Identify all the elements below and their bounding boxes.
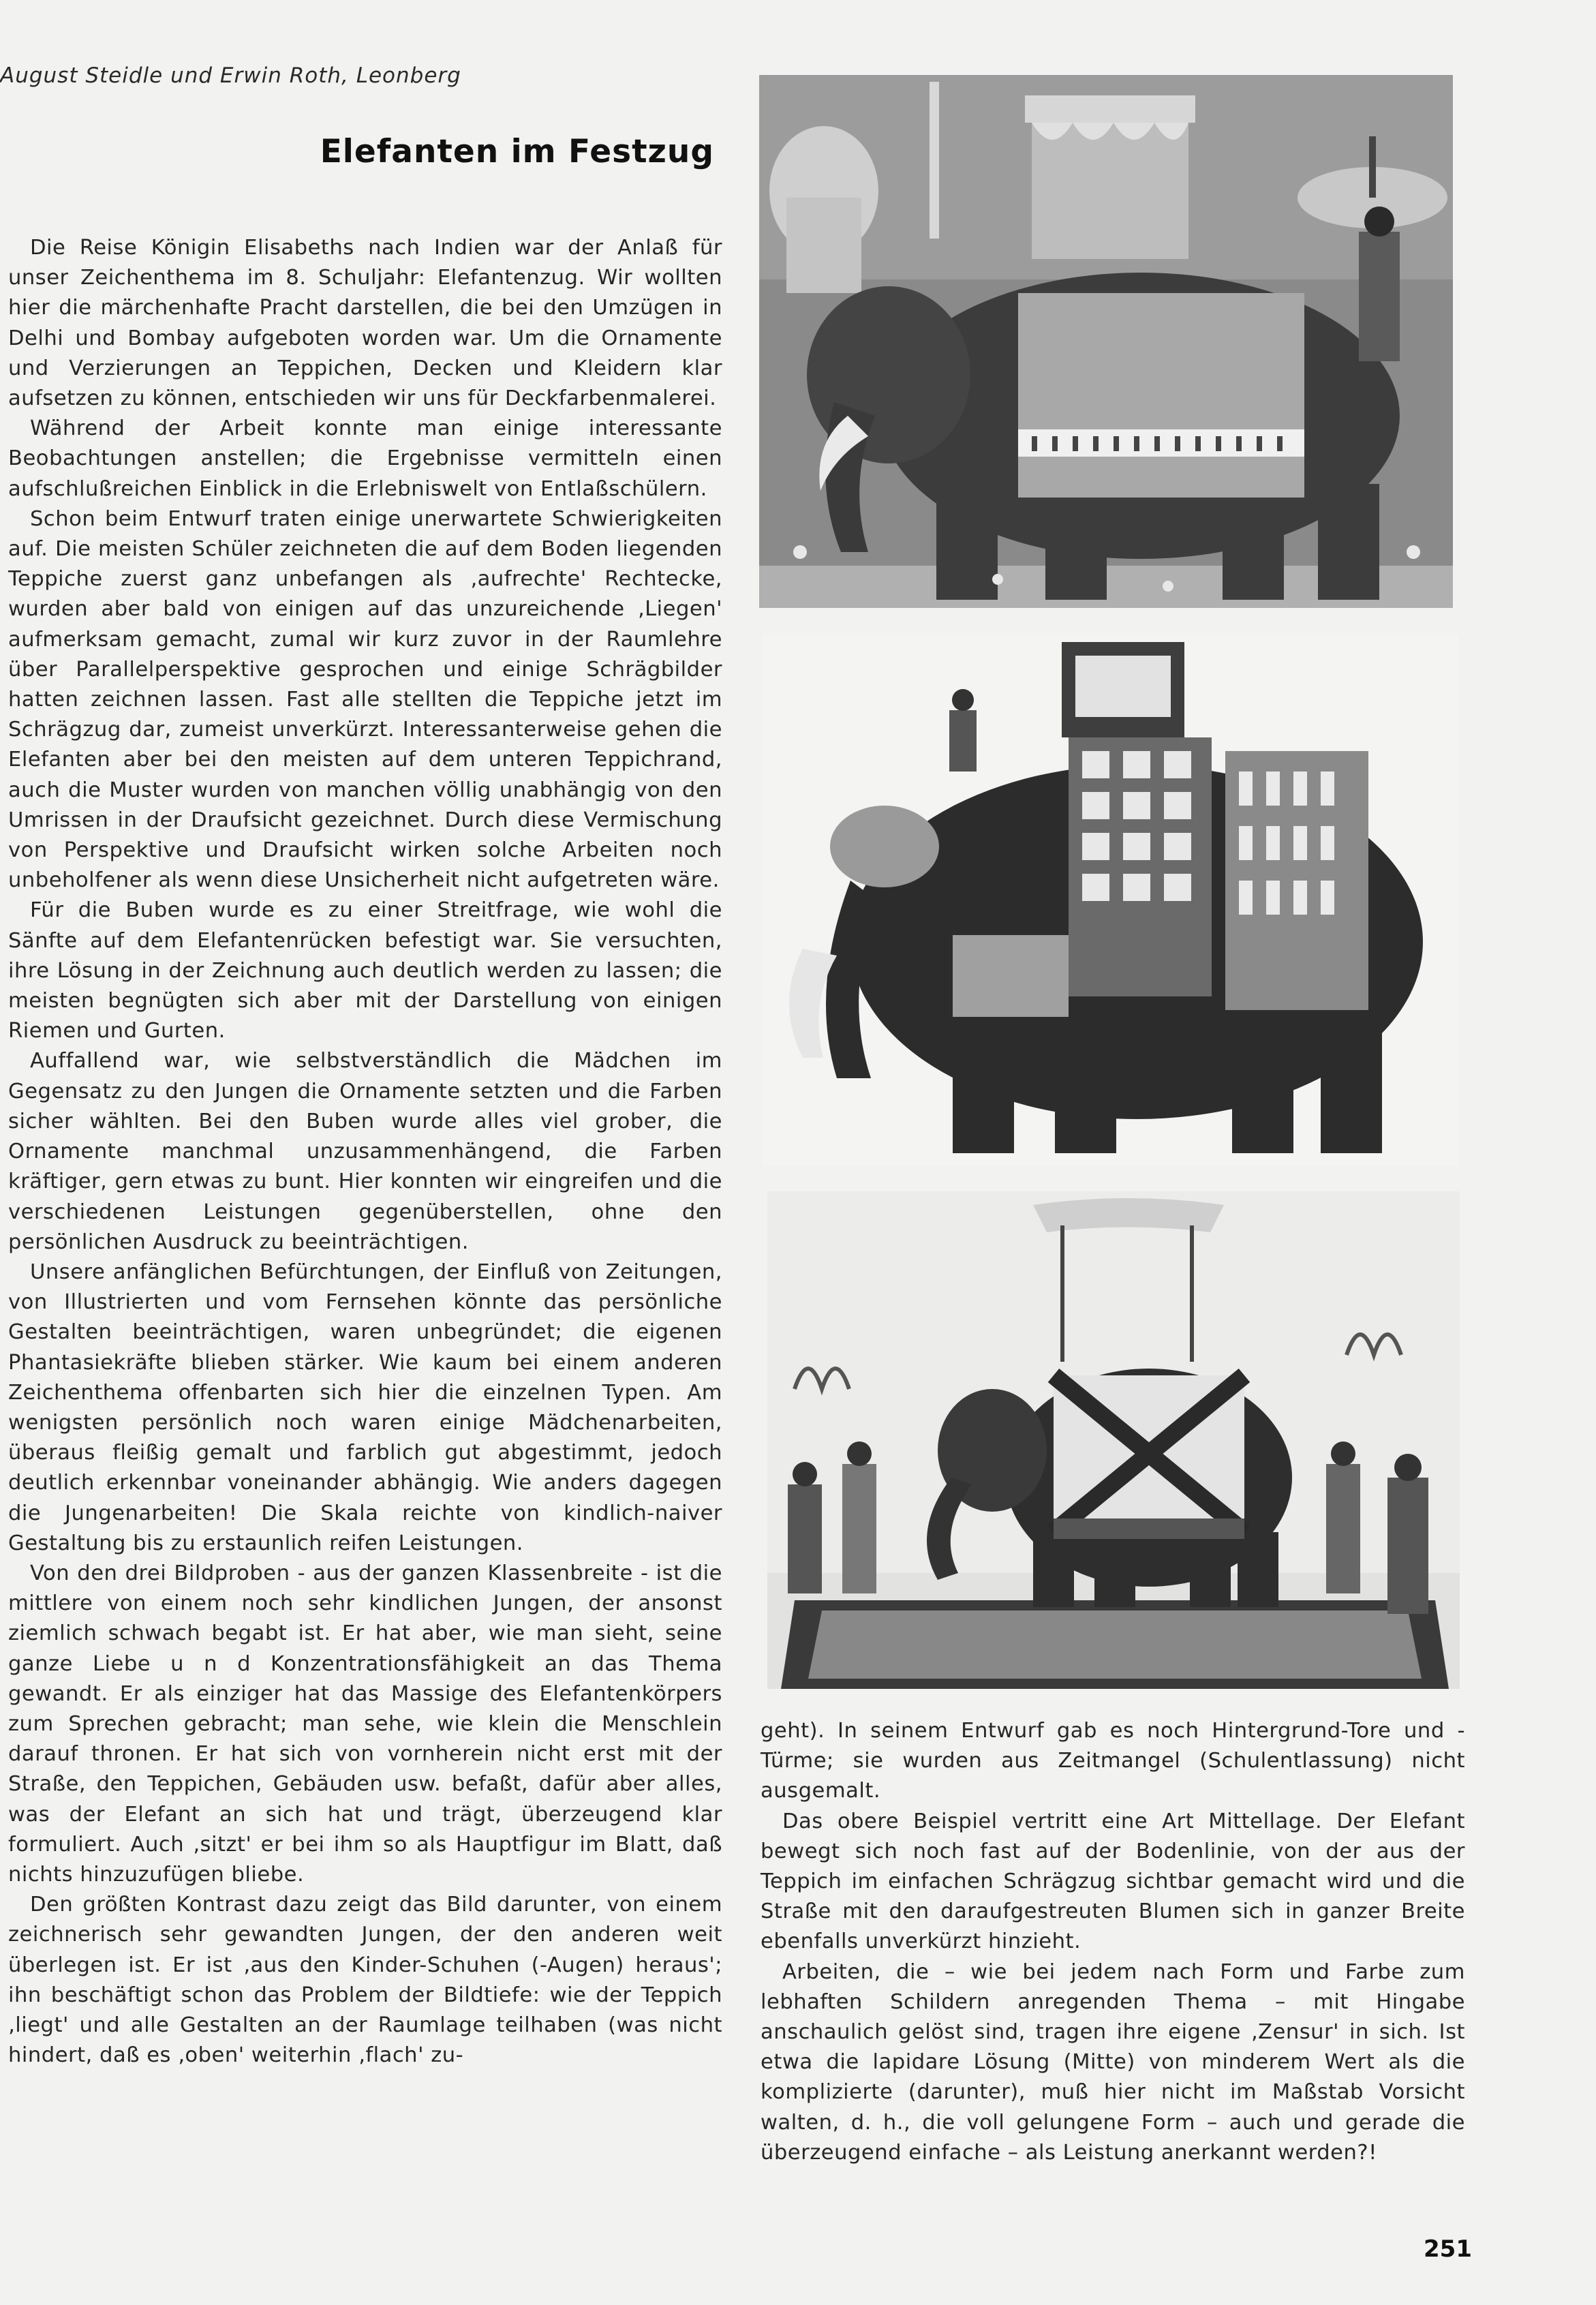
paragraph: Auffallend war, wie selbstverständlich die Mädchen im Gegensatz zu den Jungen die Ornamente setzten und die Farben sicher wählten. Bei den Buben wurde alles viel grober, die Ornamente manchmal unzusammenhängend, die Farben kräftiger, gern etwas zu bunt. Hier konnten wir eingreifen und die verschiedenen Leistungen gegenüberstellen, ohne den persönlichen Ausdruck zu beeinträchtigen.	[8, 1049, 722, 1254]
paragraph: Den größten Kontrast dazu zeigt das Bild darunter, von einem zeichnerisch sehr gewandten Jungen, der den anderen weit überlegen ist. Er ist ‚aus den Kinder-Schuhen (-Augen) heraus'; ihn beschäftigt schon das Problem der Bildtiefe: wie der Teppich ‚liegt' und alle Gestalten an der Raumlage teilhaben (was nicht hindert, daß es ‚oben' weiterhin ‚flach' zu-	[8, 1893, 722, 2068]
elephant-painting-middle	[762, 635, 1458, 1165]
paragraph: Für die Buben wurde es zu einer Streitfrage, wie wohl die Sänfte auf dem Elefantenrücken befestigt war. Sie versuchten, ihre Lösung in der Zeichnung auch deutlich werden zu lassen; die meisten begnügten sich aber mit der Darstellung von einigen Riemen und Gurten.	[8, 898, 722, 1043]
paragraph: Arbeiten, die – wie bei jedem nach Form und Farbe zum lebhaften Schildern anregenden Thema – mit Hingabe anschaulich gelöst sind, tragen ihre eigene ‚Zensur' in sich. Ist etwa die lapidare Lösung (Mitte) von minderem Wert als die komplizierte (darunter), muß hier nicht im Maßstab Vorsicht walten, d. h., die voll gelungene Form – auch und gerade die überzeugend einfache – als Leistung anerkannt werden?!	[761, 1959, 1465, 2165]
paragraph: geht). In seinem Entwurf gab es noch Hintergrund-Tore und -Türme; sie wurden aus Zeitmangel (Schulentlassung) nicht ausgemalt.	[761, 1719, 1465, 1803]
paragraph: Das obere Beispiel vertritt eine Art Mittellage. Der Elefant bewegt sich noch fast auf der Bodenlinie, von der aus der Teppich im einfachen Schrägzug sichtbar gemacht wird und die Straße mit den daraufgestreuten Blumen sich in ganzer Breite ebenfalls unverkürzt hinzieht.	[761, 1809, 1465, 1954]
left-text-column	[8, 233, 722, 2071]
paragraph: Während der Arbeit konnte man einige interessante Beobachtungen anstellen; die Ergebnisse vermitteln einen aufschlußreichen Einblick in die Erlebniswelt von Entlaßschülern.	[8, 416, 722, 501]
paragraph: Von den drei Bildproben - aus der ganzen Klassenbreite - ist die mittlere von einem noch sehr kindlichen Jungen, der ansonst ziemlich schwach begabt ist. Er hat aber, wie man sieht, seine ganze Liebe u n d Konzentrationsfähigkeit an das Thema gewandt. Er als einziger hat das Massige des Elefantenkörpers zum Sprechen gebracht; man sehe, wie klein die Menschlein darauf thronen. Er hat sich von vornherein nicht erst mit der Straße, den Teppichen, Gebäuden usw. befaßt, dafür aber alles, was der Elefant an sich hat und trägt, überzeugend klar formuliert. Auch ‚sitzt' er bei ihm so als Hauptfigur im Blatt, daß nichts hinzuzufügen bliebe.	[8, 1561, 722, 1887]
article-title: Elefanten im Festzug	[320, 133, 714, 170]
elephant-painting-bottom	[767, 1191, 1460, 1689]
paragraph: Schon beim Entwurf traten einige unerwartete Schwierigkeiten auf. Die meisten Schüler zeichneten die auf dem Boden liegenden Teppiche zuerst ganz unbefangen als ‚aufrechte' Rechtecke, wurden aber bald von einigen auf das unzureichende ‚Liegen' aufmerksam gemacht, zumal wir kurz zuvor in der Raumlehre über Parallelperspektive gesprochen und einige Schrägbilder hatten zeichnen lassen. Fast alle stellten die Teppiche jetzt im Schrägzug dar, zumeist unverkürzt. Interessanterweise gehen die Elefanten aber bei den meisten auf dem unteren Teppichrand, auch die Muster wurden von manchen völlig unabhängig von den Umrissen in der Draufsicht gezeichnet. Durch diese Vermischung von Perspektive und Draufsicht wirken solche Arbeiten noch unbeholfener als wenn diese Unsicherheit nicht aufgetreten wäre.	[8, 506, 722, 893]
right-text-column	[761, 1716, 1465, 2168]
paragraph: Unsere anfänglichen Befürchtungen, der Einfluß von Zeitungen, von Illustrierten und vom Fernsehen könnte das persönliche Gestalten beeinträchtigen, waren unbegründet; die eigenen Phantasiekräfte blieben stärker. Wie kaum bei einem anderen Zeichenthema offenbarten sich hier die einzelnen Typen. Am wenigsten persönlich noch waren einige Mädchenarbeiten, überaus fleißig gemalt und farblich gut abgestimmt, jedoch deutlich erkennbar voneinander abhängig. Wie anders dagegen die Jungenarbeiten! Die Skala reichte von kindlich-naiver Gestaltung bis zu erstaunlich reifen Leistungen.	[8, 1260, 722, 1555]
paragraph: Die Reise Königin Elisabeths nach Indien war der Anlaß für unser Zeichenthema im 8. Schuljahr: Elefantenzug. Wir wollten hier die märchenhafte Pracht darstellen, die bei den Umzügen in Delhi und Bombay aufgeboten worden war. Um die Ornamente und Verzierungen an Teppichen, Decken und Kleidern klar aufsetzen zu können, entschieden wir uns für Deckfarbenmalerei.	[8, 236, 722, 411]
elephant-painting-top	[759, 75, 1453, 608]
page-number: 251	[1424, 2235, 1472, 2263]
author-line: August Steidle und Erwin Roth, Leonberg	[0, 63, 461, 88]
